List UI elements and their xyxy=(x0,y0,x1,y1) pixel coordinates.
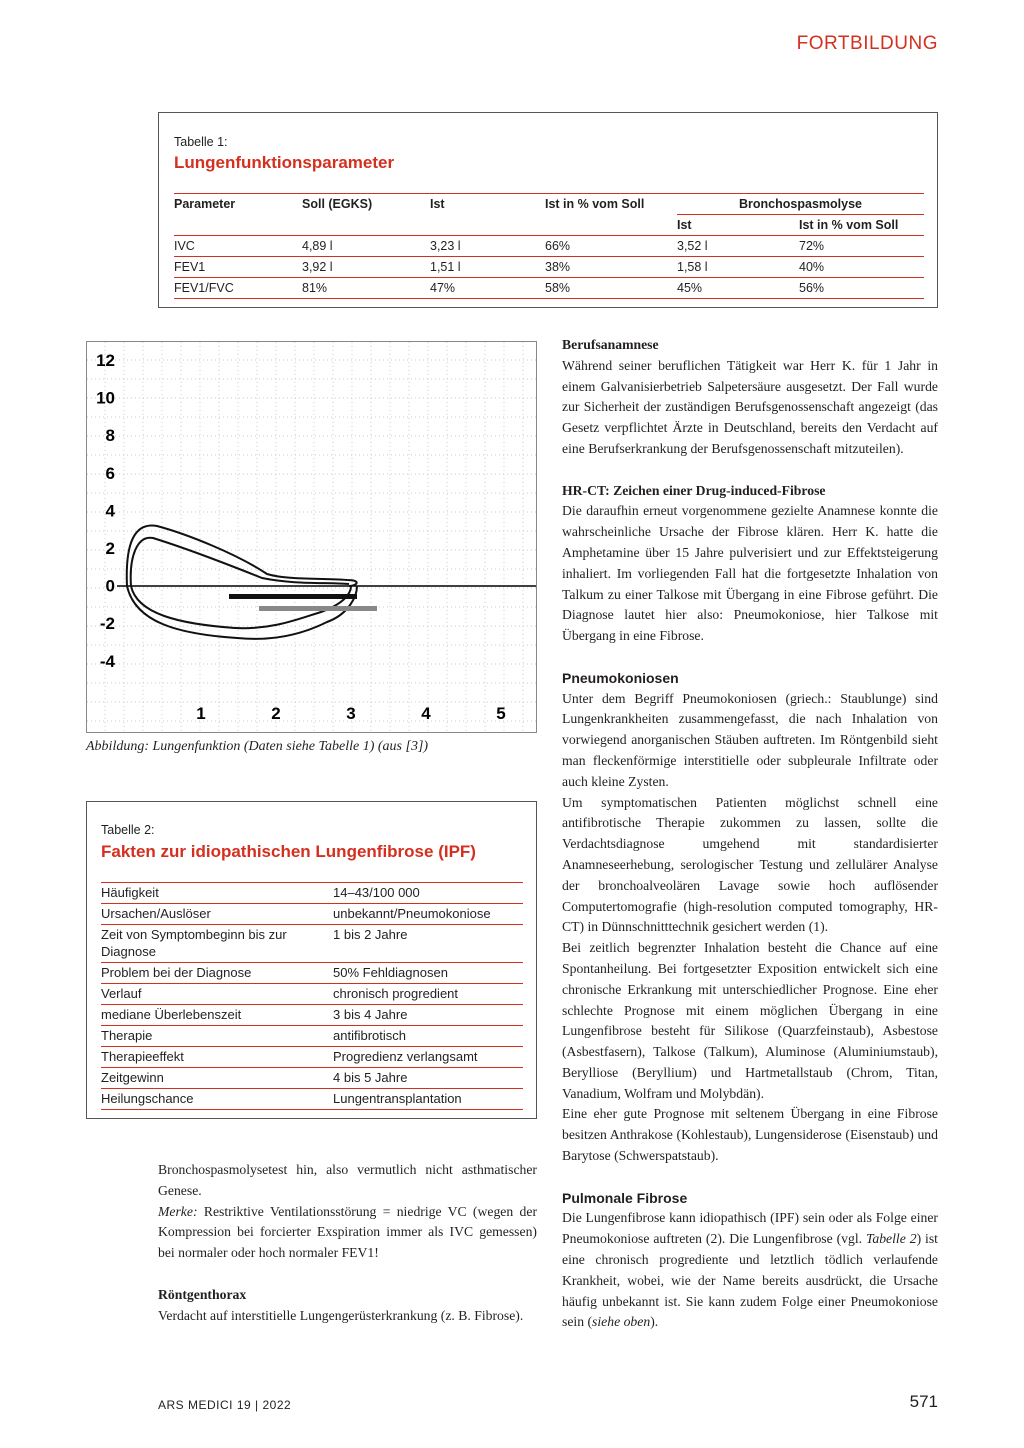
table-row xyxy=(101,904,523,925)
col-header-ist: Ist xyxy=(430,194,545,215)
fact-value: 3 bis 4 Jahre xyxy=(333,1005,523,1026)
col-header-bronchospasmolyse: Bronchospasmolyse xyxy=(677,194,924,215)
table-cell: 3,23 l xyxy=(430,236,545,257)
fact-value: Lungentransplantation xyxy=(333,1089,523,1110)
merke-text: Restriktive Ventilationsstörung = niedrige VC (wegen der Kompression bei forcierter Exspiration immer als IVC gemessen) bei normaler oder hoch normaler FEV1! xyxy=(158,1203,537,1261)
paragraph: Während seiner beruflichen Tätigkeit war Herr K. für 1 Jahr in einem Galvanisierbetrieb Salpetersäure ausgesetzt. Der Fall wurde zur Sicherheit der zuständigen Berufsgenossenschaft angezeigt (das Gesetz verpflichtet Ärzte in Deutschland, bereits den Verdacht auf eine Berufserkrankung der Berufsgenossenschaft mitzuteilen). xyxy=(562,357,938,456)
table-cell: 40% xyxy=(799,257,924,278)
table-2-caption: Tabelle 2: xyxy=(101,823,155,837)
fact-key: Heilungschance xyxy=(101,1089,333,1110)
left-column-text xyxy=(158,1160,537,1326)
table-cell: FEV1 xyxy=(174,257,302,278)
fvc-bar-black xyxy=(229,594,357,599)
table-cell: 3,92 l xyxy=(302,257,430,278)
fact-key: Häufigkeit xyxy=(101,883,333,904)
y-tick-label: 6 xyxy=(105,463,115,483)
paragraph: Bronchospasmolysetest hin, also vermutlich nicht asthmatischer Genese. xyxy=(158,1162,537,1198)
table-cell: 72% xyxy=(799,236,924,257)
y-tick-label: -4 xyxy=(99,651,115,671)
table-cell: 47% xyxy=(430,278,545,299)
fact-key: Therapie xyxy=(101,1026,333,1047)
fact-value: chronisch progredient xyxy=(333,984,523,1005)
table-row xyxy=(101,984,523,1005)
x-tick-label: 2 xyxy=(271,704,281,723)
y-tick-label: 10 xyxy=(96,388,115,408)
merke-label: Merke: xyxy=(158,1203,198,1219)
x-tick-label: 5 xyxy=(496,704,506,723)
table-2 xyxy=(86,801,537,1119)
page-number: 571 xyxy=(909,1392,938,1411)
table-cell: 58% xyxy=(545,278,677,299)
col-header-parameter: Parameter xyxy=(174,194,302,215)
fvc-bar-grey xyxy=(259,606,377,611)
table-1-caption: Tabelle 1: xyxy=(174,135,228,149)
fact-key: Problem bei der Diagnose xyxy=(101,963,333,984)
table-row xyxy=(174,257,924,278)
table-cell: 66% xyxy=(545,236,677,257)
heading-berufsanamnese: Berufsanamnese xyxy=(562,337,659,352)
y-tick-label: 2 xyxy=(105,539,115,558)
table-reference: Tabelle 2 xyxy=(866,1231,917,1247)
y-tick-label: 8 xyxy=(105,426,115,446)
table-cell: 45% xyxy=(677,278,799,299)
fact-key: Zeit von Symptombeginn bis zur Diagnose xyxy=(101,925,333,963)
fact-key: Therapieeffekt xyxy=(101,1047,333,1068)
lung-function-figure xyxy=(86,341,537,733)
col-header-b-ist: Ist xyxy=(677,215,799,236)
paragraph-merke xyxy=(158,1202,537,1264)
figure-caption: Abbildung: Lungenfunktion (Daten siehe Tabelle 1) (aus [3]) xyxy=(86,739,429,754)
fact-value: Progredienz verlangsamt xyxy=(333,1047,523,1068)
col-header-soll: Soll (EGKS) xyxy=(302,194,430,215)
table-row xyxy=(101,883,523,904)
footer-journal: ARS MEDICI 19 | 2022 xyxy=(158,1398,292,1412)
text-span: ). xyxy=(650,1314,659,1330)
paragraph: Eine eher gute Prognose mit seltenem Übergang in eine Fibrose besitzen Anthrakose (Kohlestaub), Lungensiderose (Eisenstaub) und Barytose (Schwerspatstaub). xyxy=(562,1106,938,1164)
table-cell: 1,58 l xyxy=(677,257,799,278)
table-cell: 4,89 l xyxy=(302,236,430,257)
table-cell: 1,51 l xyxy=(430,257,545,278)
table-1-title: Lungenfunktionsparameter xyxy=(174,153,395,172)
table-cell: FEV1/FVC xyxy=(174,278,302,299)
table-cell: 81% xyxy=(302,278,430,299)
col-header-pct: Ist in % vom Soll xyxy=(545,194,677,215)
section-header: FORTBILDUNG xyxy=(796,33,938,54)
fact-value: 1 bis 2 Jahre xyxy=(333,925,523,963)
y-tick-label: 0 xyxy=(105,576,115,596)
paragraph xyxy=(562,1208,938,1333)
table-row xyxy=(101,1005,523,1026)
table-row xyxy=(174,278,924,299)
heading-pulmonale-fibrose: Pulmonale Fibrose xyxy=(562,1189,688,1206)
y-tick-label: -2 xyxy=(99,614,115,634)
table-row xyxy=(101,1068,523,1089)
x-tick-label: 4 xyxy=(421,704,431,723)
text-span: ) ist eine chronisch progrediente und letztlich tödlich verlaufende Krankheit, wobei, wie der Name bereits ausdrückt, die Ursache häufig unbekannt ist. Sie kann zudem Folge einer Pneumokoniose sein ( xyxy=(562,1231,938,1330)
cross-reference: siehe oben xyxy=(592,1314,651,1330)
paragraph: Um symptomatischen Patienten möglichst schnell eine antifibrotische Therapie zukommen zu lassen, sollte die Verdachtsdiagnose umgehend mit standardisierter Anamneseerhebung, serologischer Testung und zellulärer Analyse der bronchoalveolären Lavage sowie hoch auflösender Computertomografie (high-resolution computed tomography, HR-CT) in Dünnschnitttechnik gesichert werden (1). xyxy=(562,794,938,935)
paragraph: Verdacht auf interstitielle Lungengerüsterkrankung (z. B. Fibrose). xyxy=(158,1307,524,1323)
heading-roentgenthorax: Röntgenthorax xyxy=(158,1286,247,1302)
fact-key: Ursachen/Auslöser xyxy=(101,904,333,925)
fact-value: 4 bis 5 Jahre xyxy=(333,1068,523,1089)
text-span: Die Lungenfibrose kann idiopathisch (IPF) sein oder als Folge einer Pneumokoniose auftreten (2). Die Lungenfibrose (vgl. xyxy=(562,1210,938,1247)
x-tick-label: 3 xyxy=(346,704,356,723)
fact-value: antifibrotisch xyxy=(333,1026,523,1047)
fact-key: mediane Überlebenszeit xyxy=(101,1005,333,1026)
table-row xyxy=(101,1047,523,1068)
paragraph: Unter dem Begriff Pneumokoniosen (griech.: Staublunge) sind Lungenkrankheiten zusammengefasst, die nach Inhalation von vorwiegend anorganischen Stäuben auftreten. Im Röntgenbild sieht man fleckenförmige interstitielle oder subpleurale Infiltrate oder auch kleine Zysten. xyxy=(562,690,938,789)
fact-value: 14–43/100 000 xyxy=(333,883,523,904)
fact-value: 50% Fehldiagnosen xyxy=(333,963,523,984)
right-column-text xyxy=(562,335,938,1333)
table-cell: 3,52 l xyxy=(677,236,799,257)
table-1 xyxy=(158,112,938,308)
heading-pneumokoniosen: Pneumokoniosen xyxy=(562,669,679,686)
paragraph: Die daraufhin erneut vorgenommene gezielte Anamnese konnte die wahrscheinliche Ursache der Fibrose klären. Herr K. hatte die Amphetamine über 15 Jahre pulverisiert und zur Effektsteigerung inhaliert. Im vorliegenden Fall hat die fortgesetzte Inhalation von Talkum zu einer Talkose mit Übergang in eine Fibrose geführt. Die Diagnose lautet hier also: Pneumokoniose, hier Talkose mit Übergang in eine Fibrose. xyxy=(562,503,938,644)
fact-value: unbekannt/Pneumokoniose xyxy=(333,904,523,925)
table-row xyxy=(101,1026,523,1047)
heading-hrct: HR-CT: Zeichen einer Drug-induced-Fibrose xyxy=(562,482,826,498)
y-tick-label: 4 xyxy=(105,501,115,521)
x-tick-label: 1 xyxy=(196,704,206,723)
y-tick-label: 12 xyxy=(96,351,115,370)
table-2-title: Fakten zur idiopathischen Lungenfibrose (IPF) xyxy=(101,842,476,861)
expiratory-curve-outer xyxy=(127,526,357,587)
table-row xyxy=(101,925,523,963)
fact-key: Verlauf xyxy=(101,984,333,1005)
flow-volume-plot xyxy=(87,342,536,732)
col-header-b-pct: Ist in % vom Soll xyxy=(799,215,924,236)
table-cell: 38% xyxy=(545,257,677,278)
table-cell: IVC xyxy=(174,236,302,257)
table-row xyxy=(174,236,924,257)
paragraph: Bei zeitlich begrenzter Inhalation besteht die Chance auf eine Spontanheilung. Bei fortgesetzter Exposition entwickelt sich eine chronische Erkrankung mit unterschiedlicher Prognose. Eine eher schlechte Prognose mit einem möglichen Übergang in eine Lungenfibrose besteht für Silikose (Quarzfeinstaub), Asbestose (Asbestfasern), Talkose (Talkum), Aluminose (Aluminiumstaub), Berylliose (Beryllium) und Hartmetallstaub (Chrom, Titan, Vanadium, Wolfram und Molybdän). xyxy=(562,940,938,1101)
table-row xyxy=(101,963,523,984)
fact-key: Zeitgewinn xyxy=(101,1068,333,1089)
table-cell: 56% xyxy=(799,278,924,299)
table-row xyxy=(101,1089,523,1110)
